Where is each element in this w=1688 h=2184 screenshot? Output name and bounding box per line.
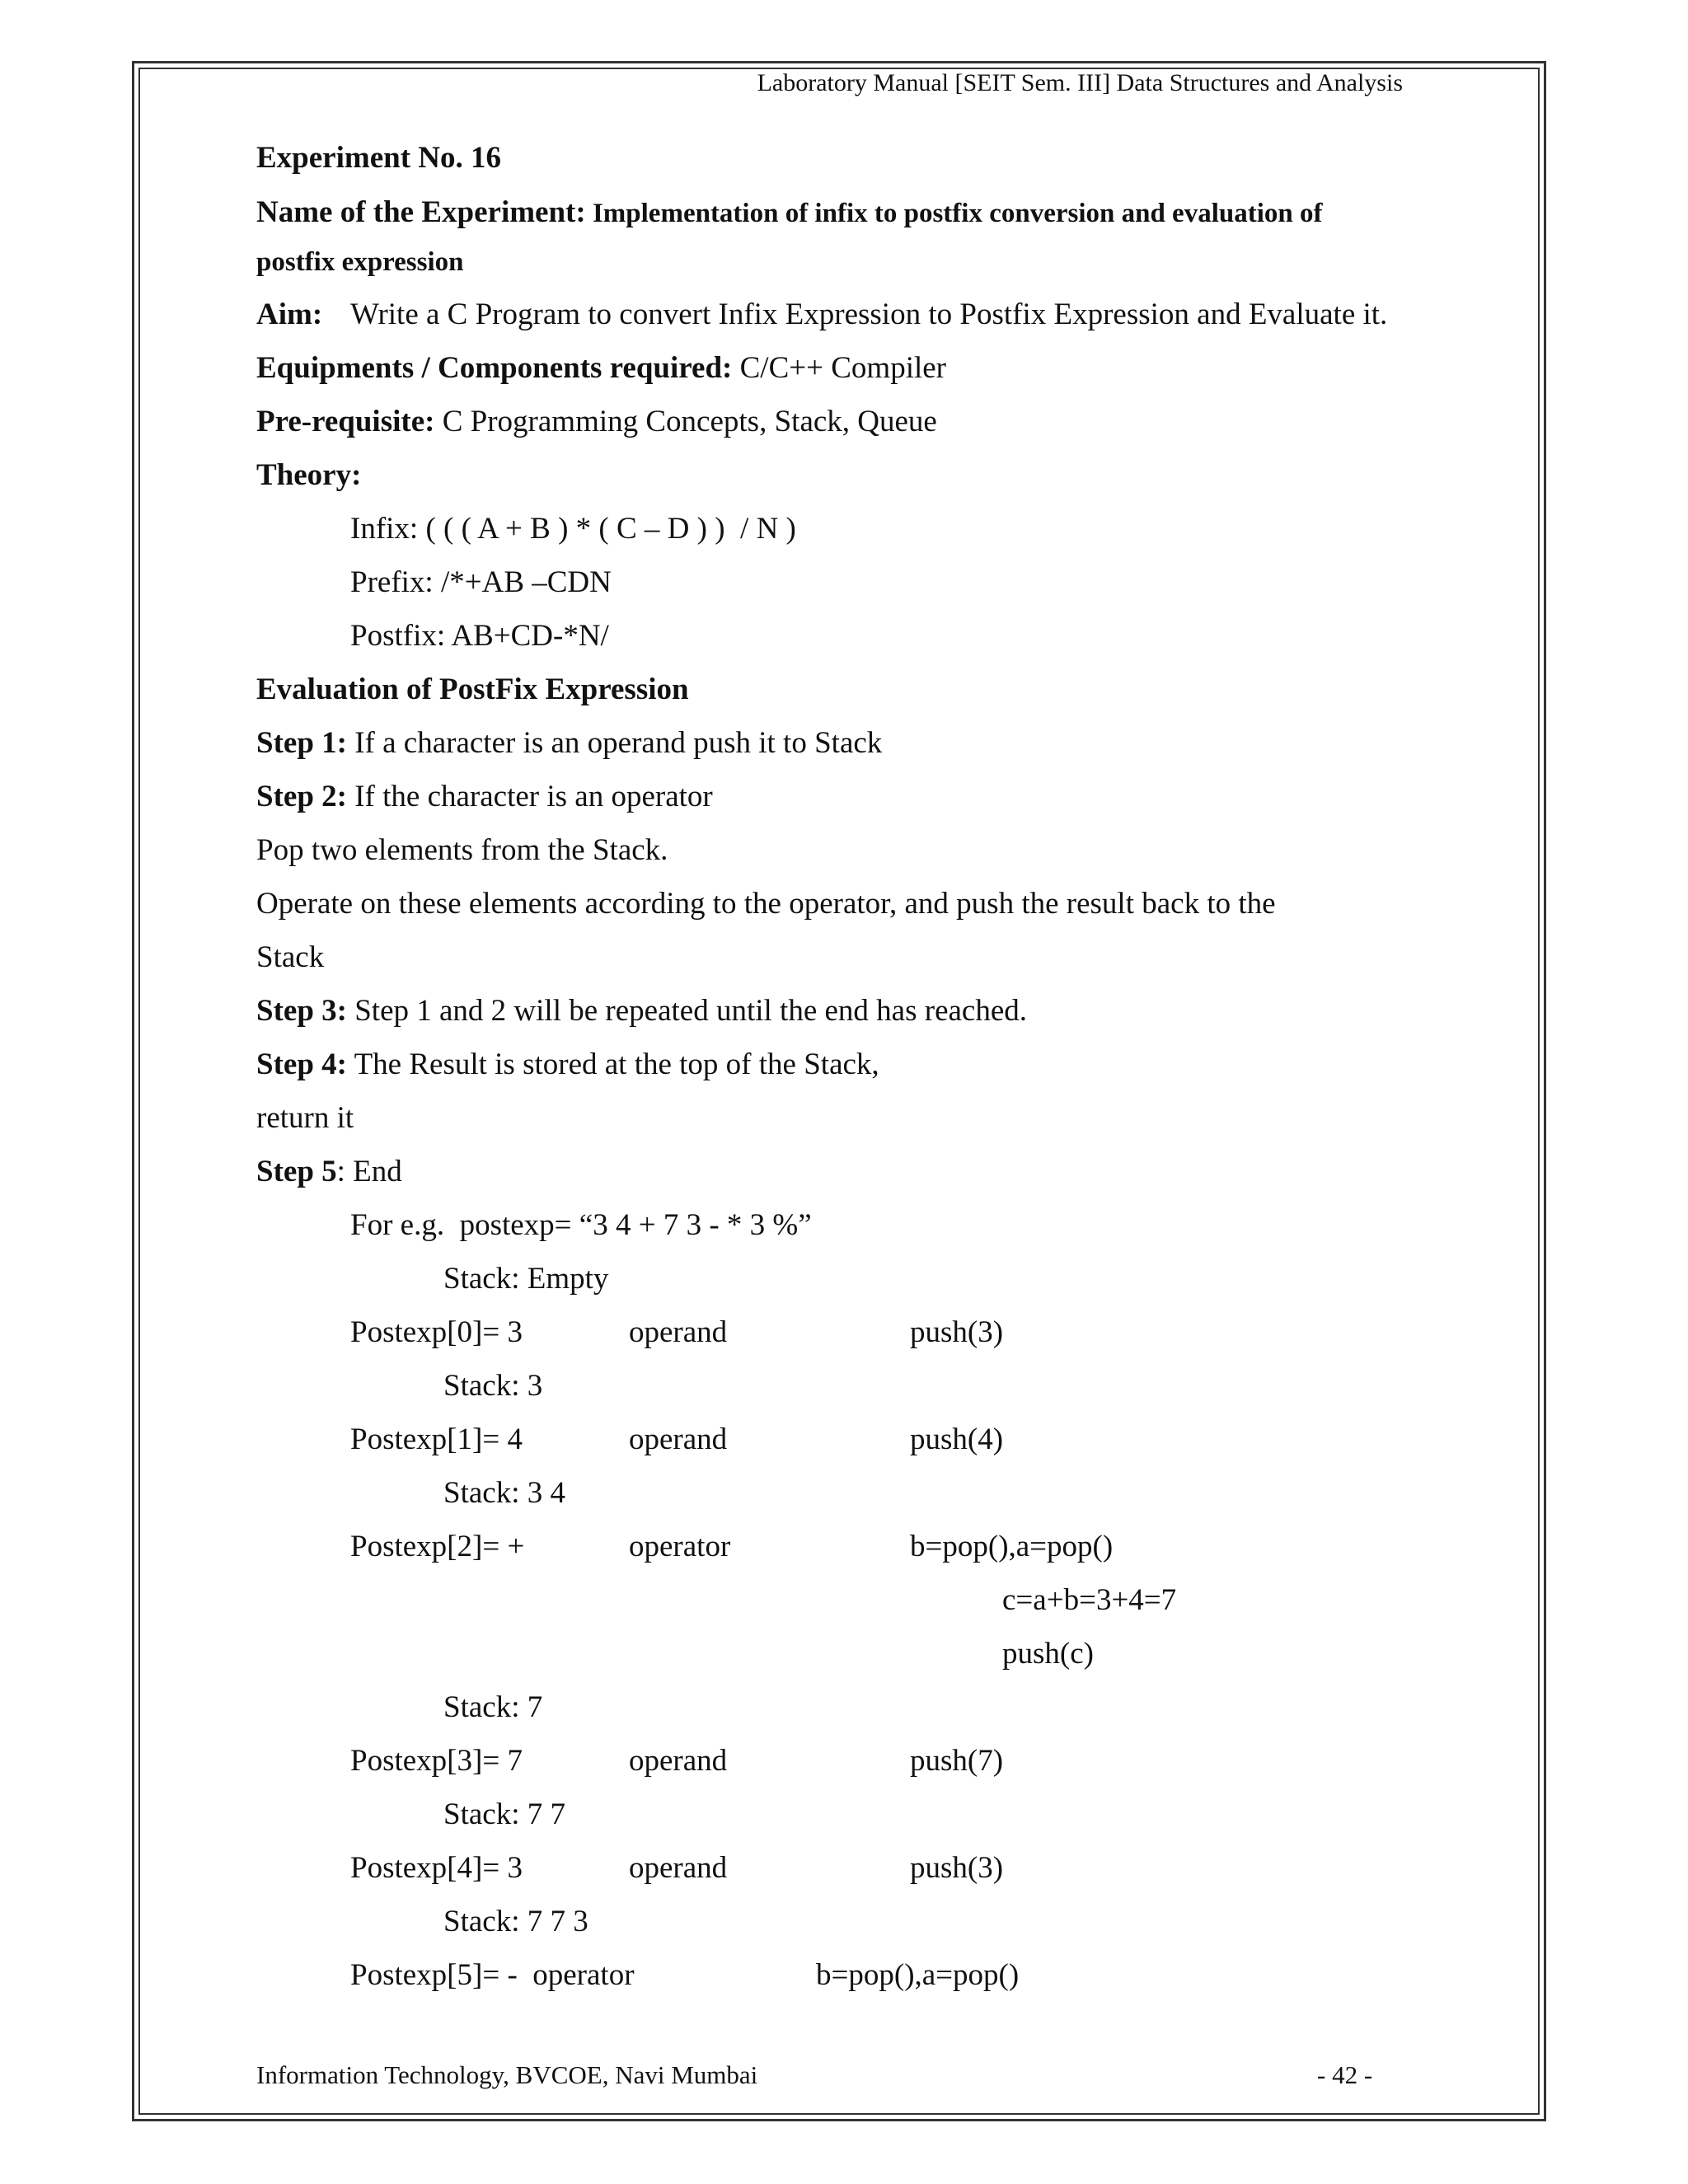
example-intro: For e.g. postexp= “3 4 + 7 3 - * 3 %” bbox=[350, 1208, 812, 1242]
experiment-name-text: Implementation of infix to postfix conversion and evaluation of bbox=[585, 199, 1323, 228]
row-4-type: operand bbox=[629, 1851, 728, 1885]
evaluation-title: Evaluation of PostFix Expression bbox=[256, 673, 689, 706]
prerequisite-label: Pre-requisite: bbox=[256, 405, 435, 438]
row-5-expr: Postexp[5]= - operator bbox=[350, 1958, 635, 1992]
row-0-expr: Postexp[0]= 3 bbox=[350, 1315, 523, 1349]
row-2-expr: Postexp[2]= + bbox=[350, 1530, 525, 1563]
prerequisite-text: C Programming Concepts, Stack, Queue bbox=[434, 405, 937, 438]
footer-institution: Information Technology, BVCOE, Navi Mumbai bbox=[256, 2060, 758, 2089]
step-2-text: If the character is an operator bbox=[346, 780, 713, 813]
stack-7-7: Stack: 7 7 bbox=[443, 1797, 565, 1831]
row-1-action: push(4) bbox=[910, 1422, 1004, 1456]
stack-7: Stack: 7 bbox=[443, 1690, 543, 1724]
equipments-label: Equipments / Components required: bbox=[256, 351, 733, 385]
step-3-text: Step 1 and 2 will be repeated until the end has reached. bbox=[346, 994, 1028, 1028]
step-2-label: Step 2: bbox=[256, 780, 347, 813]
theory-postfix: Postfix: AB+CD-*N/ bbox=[350, 619, 609, 653]
footer-page-number: - 42 - bbox=[1317, 2060, 1373, 2089]
aim bbox=[256, 297, 322, 332]
prerequisite bbox=[256, 404, 937, 439]
step-1 bbox=[256, 725, 882, 761]
experiment-name bbox=[256, 194, 1322, 230]
step-3 bbox=[256, 993, 1027, 1029]
step-2-line-4: Stack bbox=[256, 940, 325, 974]
row-4-action: push(3) bbox=[910, 1851, 1004, 1885]
step-3-label: Step 3: bbox=[256, 994, 347, 1028]
row-3-expr: Postexp[3]= 7 bbox=[350, 1744, 523, 1778]
step-1-label: Step 1: bbox=[256, 726, 347, 760]
experiment-name-text-cont: postfix expression bbox=[256, 247, 464, 277]
theory-prefix: Prefix: /*+AB –CDN bbox=[350, 565, 612, 599]
aim-label: Aim: bbox=[256, 298, 323, 331]
row-0-type: operand bbox=[629, 1315, 728, 1349]
row-1-type: operand bbox=[629, 1422, 728, 1456]
step-2-line-3: Operate on these elements according to the operator, and push the result back to the bbox=[256, 887, 1276, 921]
theory-label: Theory: bbox=[256, 458, 362, 492]
aim-text: Write a C Program to convert Infix Expression to Postfix Expression and Evaluate it. bbox=[350, 298, 1388, 331]
step-1-text: If a character is an operand push it to Stack bbox=[346, 726, 883, 760]
row-2-push: push(c) bbox=[1002, 1637, 1094, 1671]
row-2-type: operator bbox=[629, 1530, 731, 1563]
row-3-type: operand bbox=[629, 1744, 728, 1778]
row-2-action: b=pop(),a=pop() bbox=[910, 1530, 1114, 1563]
equipments-text: C/C++ Compiler bbox=[732, 351, 947, 385]
stack-3-4: Stack: 3 4 bbox=[443, 1476, 565, 1510]
experiment-name-label: Name of the Experiment: bbox=[256, 195, 586, 229]
step-4-line-2: return it bbox=[256, 1101, 354, 1135]
row-0-action: push(3) bbox=[910, 1315, 1004, 1349]
running-header: Laboratory Manual [SEIT Sem. III] Data Structures and Analysis bbox=[757, 69, 1403, 96]
theory-infix: Infix: ( ( ( A + B ) * ( C – D ) ) / N ) bbox=[350, 512, 796, 546]
row-4-expr: Postexp[4]= 3 bbox=[350, 1851, 523, 1885]
step-4 bbox=[256, 1047, 879, 1082]
row-5-action: b=pop(),a=pop() bbox=[816, 1958, 1020, 1992]
row-2-compute: c=a+b=3+4=7 bbox=[1002, 1583, 1177, 1617]
step-5-label: Step 5 bbox=[256, 1155, 337, 1188]
step-5 bbox=[256, 1154, 402, 1189]
stack-empty: Stack: Empty bbox=[443, 1262, 609, 1296]
experiment-number: Experiment No. 16 bbox=[256, 141, 501, 175]
stack-7-7-3: Stack: 7 7 3 bbox=[443, 1905, 588, 1938]
step-5-text: : End bbox=[336, 1155, 402, 1188]
row-1-expr: Postexp[1]= 4 bbox=[350, 1422, 523, 1456]
step-4-label: Step 4: bbox=[256, 1047, 347, 1081]
step-2-line-2: Pop two elements from the Stack. bbox=[256, 833, 668, 867]
stack-3: Stack: 3 bbox=[443, 1369, 543, 1403]
step-2 bbox=[256, 779, 713, 814]
equipments bbox=[256, 350, 946, 386]
step-4-text: The Result is stored at the top of the Stack, bbox=[346, 1047, 879, 1081]
row-3-action: push(7) bbox=[910, 1744, 1004, 1778]
